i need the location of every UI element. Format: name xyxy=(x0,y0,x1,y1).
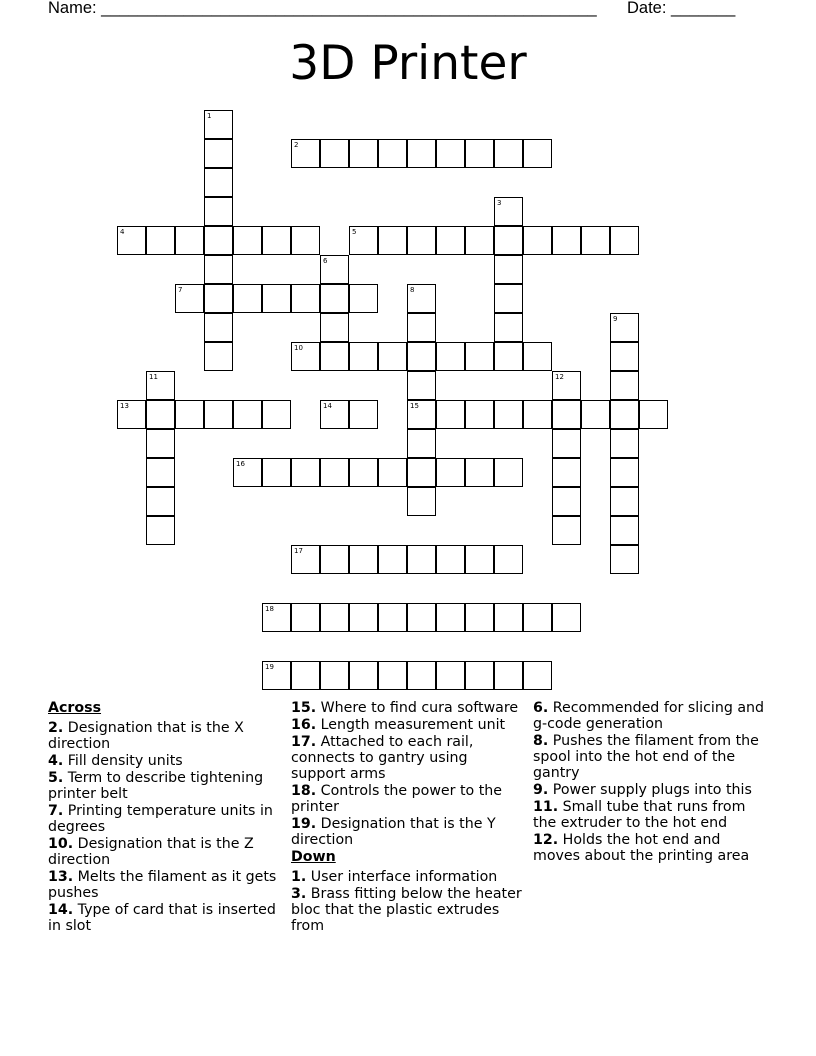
grid-cell[interactable] xyxy=(436,226,465,255)
clue-down-1: 1. User interface information xyxy=(291,869,498,885)
grid-cell[interactable] xyxy=(146,371,175,400)
cell-number: 18 xyxy=(265,605,274,613)
grid-cell[interactable] xyxy=(378,458,407,487)
grid-cell[interactable] xyxy=(639,400,668,429)
grid-cell[interactable] xyxy=(320,661,349,690)
grid-cell[interactable] xyxy=(465,226,494,255)
clue-across-16: 16. Length measurement unit xyxy=(291,717,506,733)
grid-cell[interactable] xyxy=(523,661,552,690)
date-field[interactable]: Date: _______ xyxy=(627,0,736,17)
grid-cell[interactable] xyxy=(204,313,233,342)
grid-cell[interactable] xyxy=(465,545,494,574)
grid-cell[interactable] xyxy=(494,661,523,690)
cell-number: 2 xyxy=(294,141,299,149)
grid-cell[interactable] xyxy=(320,284,349,313)
grid-cell[interactable] xyxy=(407,429,436,458)
grid-cell[interactable] xyxy=(552,226,581,255)
clue-across-5: 5. Term to describe tightening printer belt xyxy=(48,770,264,802)
grid-cell[interactable] xyxy=(407,661,436,690)
grid-cell[interactable] xyxy=(610,226,639,255)
page-title: 3D Printer xyxy=(289,36,527,91)
grid-cell[interactable] xyxy=(146,458,175,487)
grid-cell[interactable] xyxy=(523,226,552,255)
grid-cell[interactable] xyxy=(407,545,436,574)
clues-column-2 xyxy=(291,700,523,935)
grid-cell[interactable] xyxy=(552,603,581,632)
cell-number: 5 xyxy=(352,228,357,236)
cell-number: 4 xyxy=(120,228,125,236)
grid-cell[interactable] xyxy=(465,342,494,371)
grid-cell[interactable] xyxy=(291,139,320,168)
grid-cell[interactable] xyxy=(610,516,639,545)
clue-down-6: 6. Recommended for slicing and g-code generation xyxy=(533,700,765,732)
grid-cell[interactable] xyxy=(436,400,465,429)
grid-cell[interactable] xyxy=(262,226,291,255)
cell-number: 9 xyxy=(613,315,618,323)
grid-cell[interactable] xyxy=(436,458,465,487)
grid-cell[interactable] xyxy=(146,487,175,516)
grid-cell[interactable] xyxy=(465,661,494,690)
grid-cell[interactable] xyxy=(349,284,378,313)
grid-cell[interactable] xyxy=(262,400,291,429)
cell-number: 17 xyxy=(294,547,303,555)
grid-cell[interactable] xyxy=(175,284,204,313)
grid-cell[interactable] xyxy=(320,342,349,371)
grid-cell[interactable] xyxy=(262,284,291,313)
grid-cell[interactable] xyxy=(117,400,146,429)
grid-cell[interactable] xyxy=(552,371,581,400)
grid-cell[interactable] xyxy=(552,429,581,458)
grid-cell[interactable] xyxy=(494,197,523,226)
cell-number: 6 xyxy=(323,257,328,265)
grid-cell[interactable] xyxy=(552,516,581,545)
cell-number: 19 xyxy=(265,663,274,671)
grid-cell[interactable] xyxy=(349,603,378,632)
grid-cell[interactable] xyxy=(523,400,552,429)
clue-across-7: 7. Printing temperature units in degrees xyxy=(48,803,273,835)
grid-cell[interactable] xyxy=(494,139,523,168)
cell-number: 12 xyxy=(555,373,564,381)
cell-number: 10 xyxy=(294,344,303,352)
grid-cell[interactable] xyxy=(523,603,552,632)
grid-cell[interactable] xyxy=(552,400,581,429)
grid-cell[interactable] xyxy=(204,226,233,255)
grid-cell[interactable] xyxy=(262,603,291,632)
cell-number: 16 xyxy=(236,460,245,468)
grid-cell[interactable] xyxy=(465,603,494,632)
clues-column-1 xyxy=(48,700,282,935)
grid-cell[interactable] xyxy=(349,458,378,487)
grid-cell[interactable] xyxy=(494,603,523,632)
grid-cell[interactable] xyxy=(204,168,233,197)
clues-column-3 xyxy=(533,700,769,865)
clue-down-3: 3. Brass fitting below the heater bloc that the plastic extrudes from xyxy=(291,886,522,934)
clue-across-18: 18. Controls the power to the printer xyxy=(291,783,503,815)
grid-cell[interactable] xyxy=(204,400,233,429)
name-field[interactable]: Name: ______________________________________________________ xyxy=(48,0,597,17)
grid-cell[interactable] xyxy=(407,487,436,516)
clue-across-19: 19. Designation that is the Y direction xyxy=(291,816,496,848)
grid-cell[interactable] xyxy=(407,371,436,400)
grid-cell[interactable] xyxy=(610,429,639,458)
grid-cell[interactable] xyxy=(204,284,233,313)
grid-cell[interactable] xyxy=(262,458,291,487)
grid-cell[interactable] xyxy=(320,255,349,284)
cell-number: 14 xyxy=(323,402,332,410)
grid-cell[interactable] xyxy=(320,545,349,574)
grid-cell[interactable] xyxy=(349,139,378,168)
grid-cell[interactable] xyxy=(378,342,407,371)
grid-cell[interactable] xyxy=(349,226,378,255)
grid-cell[interactable] xyxy=(610,400,639,429)
grid-cell[interactable] xyxy=(291,284,320,313)
grid-cell[interactable] xyxy=(378,139,407,168)
clue-across-15: 15. Where to find cura software xyxy=(291,700,519,716)
clue-across-10: 10. Designation that is the Z direction xyxy=(48,836,254,868)
grid-cell[interactable] xyxy=(610,371,639,400)
grid-cell[interactable] xyxy=(581,400,610,429)
grid-cell[interactable] xyxy=(233,400,262,429)
grid-cell[interactable] xyxy=(523,139,552,168)
clue-across-14: 14. Type of card that is inserted in slot xyxy=(48,902,276,934)
grid-cell[interactable] xyxy=(291,603,320,632)
grid-cell[interactable] xyxy=(378,603,407,632)
grid-cell[interactable] xyxy=(146,400,175,429)
grid-cell[interactable] xyxy=(436,661,465,690)
grid-cell[interactable] xyxy=(204,197,233,226)
clue-down-9: 9. Power supply plugs into this xyxy=(533,782,752,798)
grid-cell[interactable] xyxy=(175,226,204,255)
grid-cell[interactable] xyxy=(117,226,146,255)
clue-across-17: 17. Attached to each rail, connects to gantry using support arms xyxy=(291,734,474,782)
grid-cell[interactable] xyxy=(407,284,436,313)
grid-cell[interactable] xyxy=(349,661,378,690)
grid-cell[interactable] xyxy=(146,516,175,545)
grid-cell[interactable] xyxy=(407,313,436,342)
grid-cell[interactable] xyxy=(233,284,262,313)
cell-number: 13 xyxy=(120,402,129,410)
grid-cell[interactable] xyxy=(407,226,436,255)
grid-cell[interactable] xyxy=(175,400,204,429)
grid-cell[interactable] xyxy=(436,603,465,632)
grid-cell[interactable] xyxy=(349,545,378,574)
grid-cell[interactable] xyxy=(204,110,233,139)
cell-number: 1 xyxy=(207,112,212,120)
grid-cell[interactable] xyxy=(291,661,320,690)
grid-cell[interactable] xyxy=(320,400,349,429)
grid-cell[interactable] xyxy=(436,545,465,574)
grid-cell[interactable] xyxy=(494,226,523,255)
grid-cell[interactable] xyxy=(552,458,581,487)
grid-cell[interactable] xyxy=(610,545,639,574)
clue-across-4: 4. Fill density units xyxy=(48,753,183,769)
grid-cell[interactable] xyxy=(523,342,552,371)
cell-number: 3 xyxy=(497,199,502,207)
grid-cell[interactable] xyxy=(378,226,407,255)
grid-cell[interactable] xyxy=(610,458,639,487)
grid-cell[interactable] xyxy=(494,342,523,371)
grid-cell[interactable] xyxy=(610,342,639,371)
grid-cell[interactable] xyxy=(291,226,320,255)
grid-cell[interactable] xyxy=(436,342,465,371)
grid-cell[interactable] xyxy=(262,661,291,690)
grid-cell[interactable] xyxy=(291,458,320,487)
grid-cell[interactable] xyxy=(146,429,175,458)
grid-cell[interactable] xyxy=(494,458,523,487)
clue-down-12: 12. Holds the hot end and moves about the printing area xyxy=(533,832,750,864)
cell-number: 11 xyxy=(149,373,158,381)
grid-cell[interactable] xyxy=(320,139,349,168)
cell-number: 15 xyxy=(410,402,419,410)
across-heading: Across xyxy=(48,700,102,716)
grid-cell[interactable] xyxy=(552,487,581,516)
grid-cell[interactable] xyxy=(233,458,262,487)
grid-cell[interactable] xyxy=(349,400,378,429)
grid-cell[interactable] xyxy=(494,313,523,342)
grid-cell[interactable] xyxy=(349,342,378,371)
grid-cell[interactable] xyxy=(407,400,436,429)
grid-cell[interactable] xyxy=(610,313,639,342)
grid-cell[interactable] xyxy=(436,139,465,168)
grid-cell[interactable] xyxy=(378,545,407,574)
clue-across-2: 2. Designation that is the X direction xyxy=(48,720,244,752)
grid-cell[interactable] xyxy=(407,342,436,371)
grid-cell[interactable] xyxy=(465,400,494,429)
cell-number: 7 xyxy=(178,286,183,294)
clue-across-13: 13. Melts the filament as it gets pushes xyxy=(48,869,277,901)
grid-cell[interactable] xyxy=(204,139,233,168)
down-heading: Down xyxy=(291,849,336,865)
grid-cell[interactable] xyxy=(291,545,320,574)
grid-cell[interactable] xyxy=(494,545,523,574)
grid-cell[interactable] xyxy=(320,603,349,632)
grid-cell[interactable] xyxy=(378,661,407,690)
grid-cell[interactable] xyxy=(465,458,494,487)
grid-cell[interactable] xyxy=(233,226,262,255)
clue-down-8: 8. Pushes the filament from the spool into the hot end of the gantry xyxy=(533,733,759,781)
grid-cell[interactable] xyxy=(204,255,233,284)
grid-cell[interactable] xyxy=(407,603,436,632)
grid-cell[interactable] xyxy=(610,487,639,516)
clue-down-11: 11. Small tube that runs from the extruder to the hot end xyxy=(533,799,746,831)
grid-cell[interactable] xyxy=(407,139,436,168)
grid-cell[interactable] xyxy=(581,226,610,255)
grid-cell[interactable] xyxy=(320,458,349,487)
grid-cell[interactable] xyxy=(494,400,523,429)
grid-cell[interactable] xyxy=(291,342,320,371)
cell-number: 8 xyxy=(410,286,415,294)
grid-cell[interactable] xyxy=(146,226,175,255)
grid-cell[interactable] xyxy=(320,313,349,342)
grid-cell[interactable] xyxy=(494,284,523,313)
grid-cell[interactable] xyxy=(407,458,436,487)
grid-cell[interactable] xyxy=(204,342,233,371)
grid-cell[interactable] xyxy=(494,255,523,284)
grid-cell[interactable] xyxy=(465,139,494,168)
